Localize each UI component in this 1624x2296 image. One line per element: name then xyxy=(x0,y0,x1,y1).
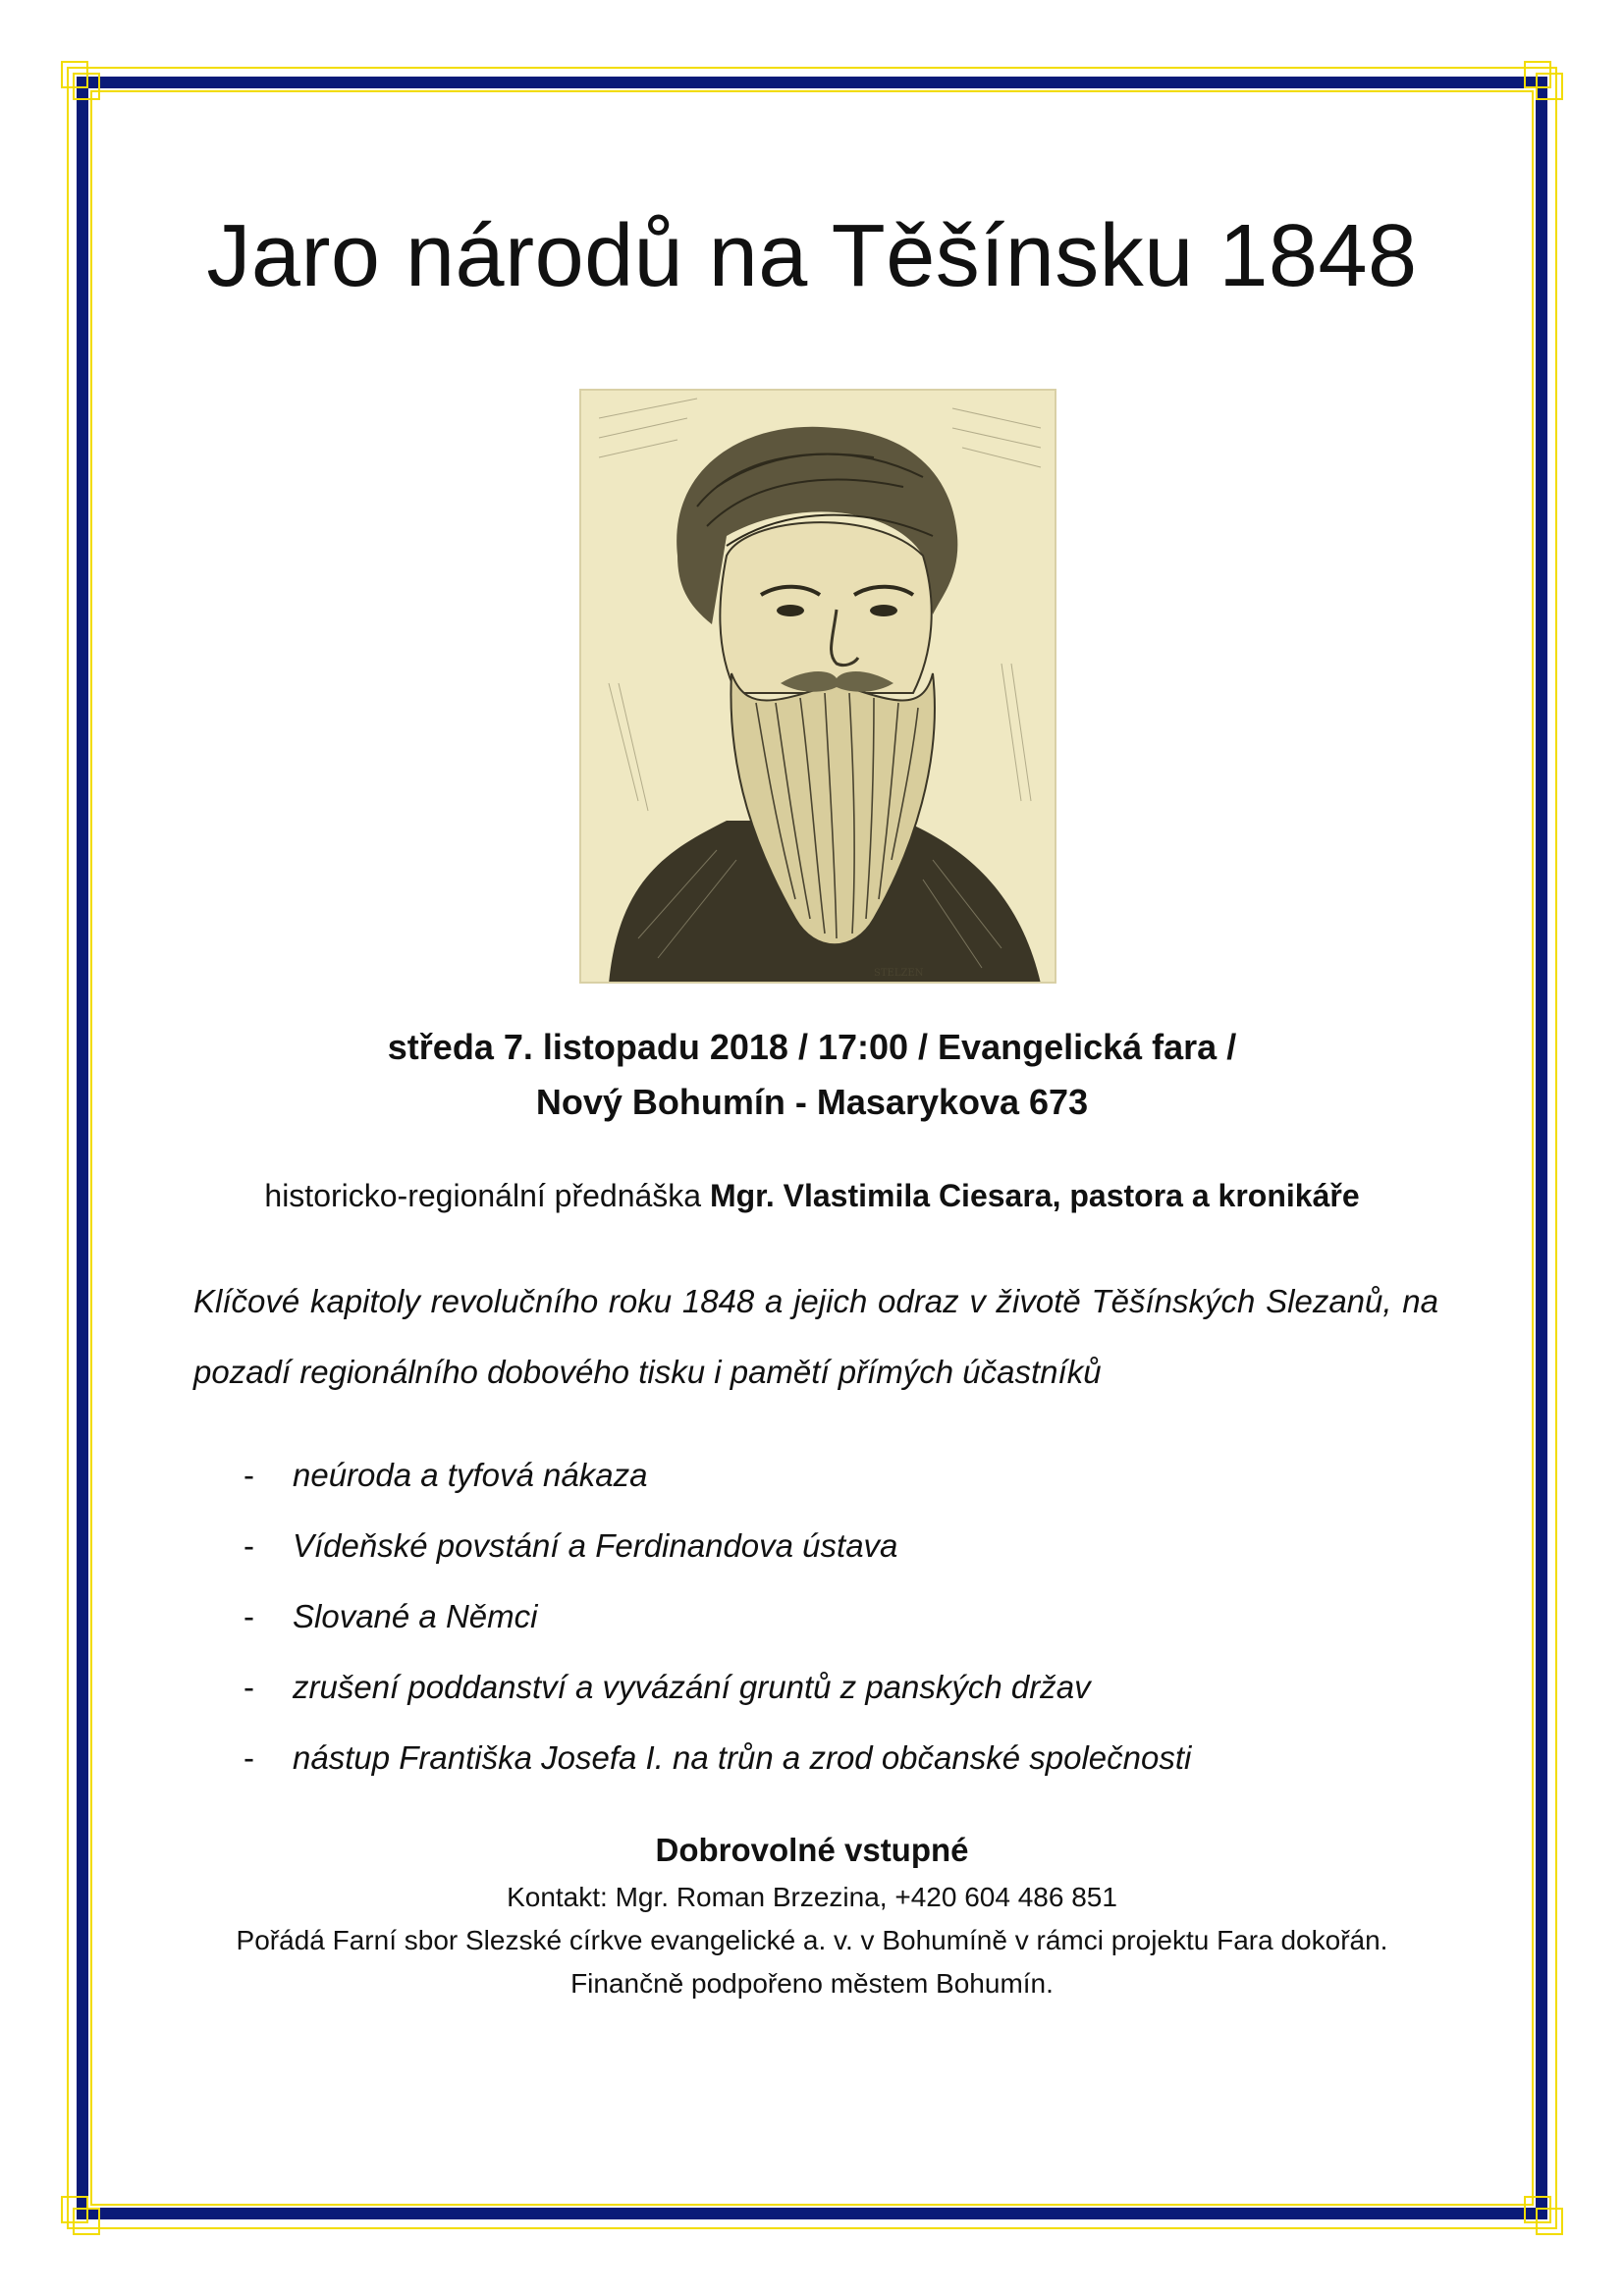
corner-ornament-bottom-left xyxy=(61,2196,100,2235)
organizer-line: Pořádá Farní sbor Slezské církve evangelické a. v. v Bohumíně v rámci projektu Fara dokořán. xyxy=(236,1925,1388,1955)
topic-text: nástup Františka Josefa I. na trůn a zrod občanské společnosti xyxy=(293,1739,1192,1776)
list-item xyxy=(244,1739,1191,1810)
bullet-dash: - xyxy=(244,1527,254,1564)
bullet-dash: - xyxy=(244,1669,254,1705)
list-item xyxy=(244,1598,1191,1669)
corner-ornament-top-right xyxy=(1524,61,1563,100)
portrait-image xyxy=(579,389,1056,984)
funding-line: Finančně podpořeno městem Bohumín. xyxy=(570,1968,1054,1999)
admission-note: Dobrovolné vstupné xyxy=(655,1832,969,1868)
lecture-abstract: Klíčové kapitoly revolučního roku 1848 a jejich odraz v životě Těšínských Slezanů, na pozadí regionálního dobového tisku i pamětí přímých účastníků xyxy=(193,1283,1438,1390)
corner-ornament-top-left xyxy=(61,61,100,100)
corner-ornament-bottom-right xyxy=(1524,2196,1563,2235)
list-item xyxy=(244,1457,1191,1527)
topic-text: Vídeňské povstání a Ferdinandova ústava xyxy=(293,1527,898,1564)
topic-text: zrušení poddanství a vyvázání gruntů z panských držav xyxy=(293,1669,1091,1705)
list-item xyxy=(244,1527,1191,1598)
event-address: Nový Bohumín - Masarykova 673 xyxy=(535,1082,1089,1122)
event-date-time-place: středa 7. listopadu 2018 / 17:00 / Evangelická fara / xyxy=(387,1027,1237,1067)
topic-text: Slované a Němci xyxy=(293,1598,538,1634)
lecture-description xyxy=(0,1178,1624,1214)
topic-list xyxy=(244,1457,1191,1810)
bullet-dash: - xyxy=(244,1739,254,1776)
portrait-signature: STELZEN xyxy=(874,968,924,979)
poster-title: Jaro národů na Těšínsku 1848 xyxy=(206,207,1418,305)
bullet-dash: - xyxy=(244,1457,254,1493)
lecture-prefix: historicko-regionální přednáška xyxy=(264,1178,702,1213)
topic-text: neúroda a tyfová nákaza xyxy=(293,1457,648,1493)
contact-line: Kontakt: Mgr. Roman Brzezina, +420 604 486 851 xyxy=(507,1882,1117,1912)
list-item xyxy=(244,1669,1191,1739)
lecture-speaker: Mgr. Vlastimila Ciesara, pastora a kronikáře xyxy=(709,1178,1360,1213)
portrait-engraving-illustration xyxy=(579,389,1056,984)
bullet-dash: - xyxy=(244,1598,254,1634)
